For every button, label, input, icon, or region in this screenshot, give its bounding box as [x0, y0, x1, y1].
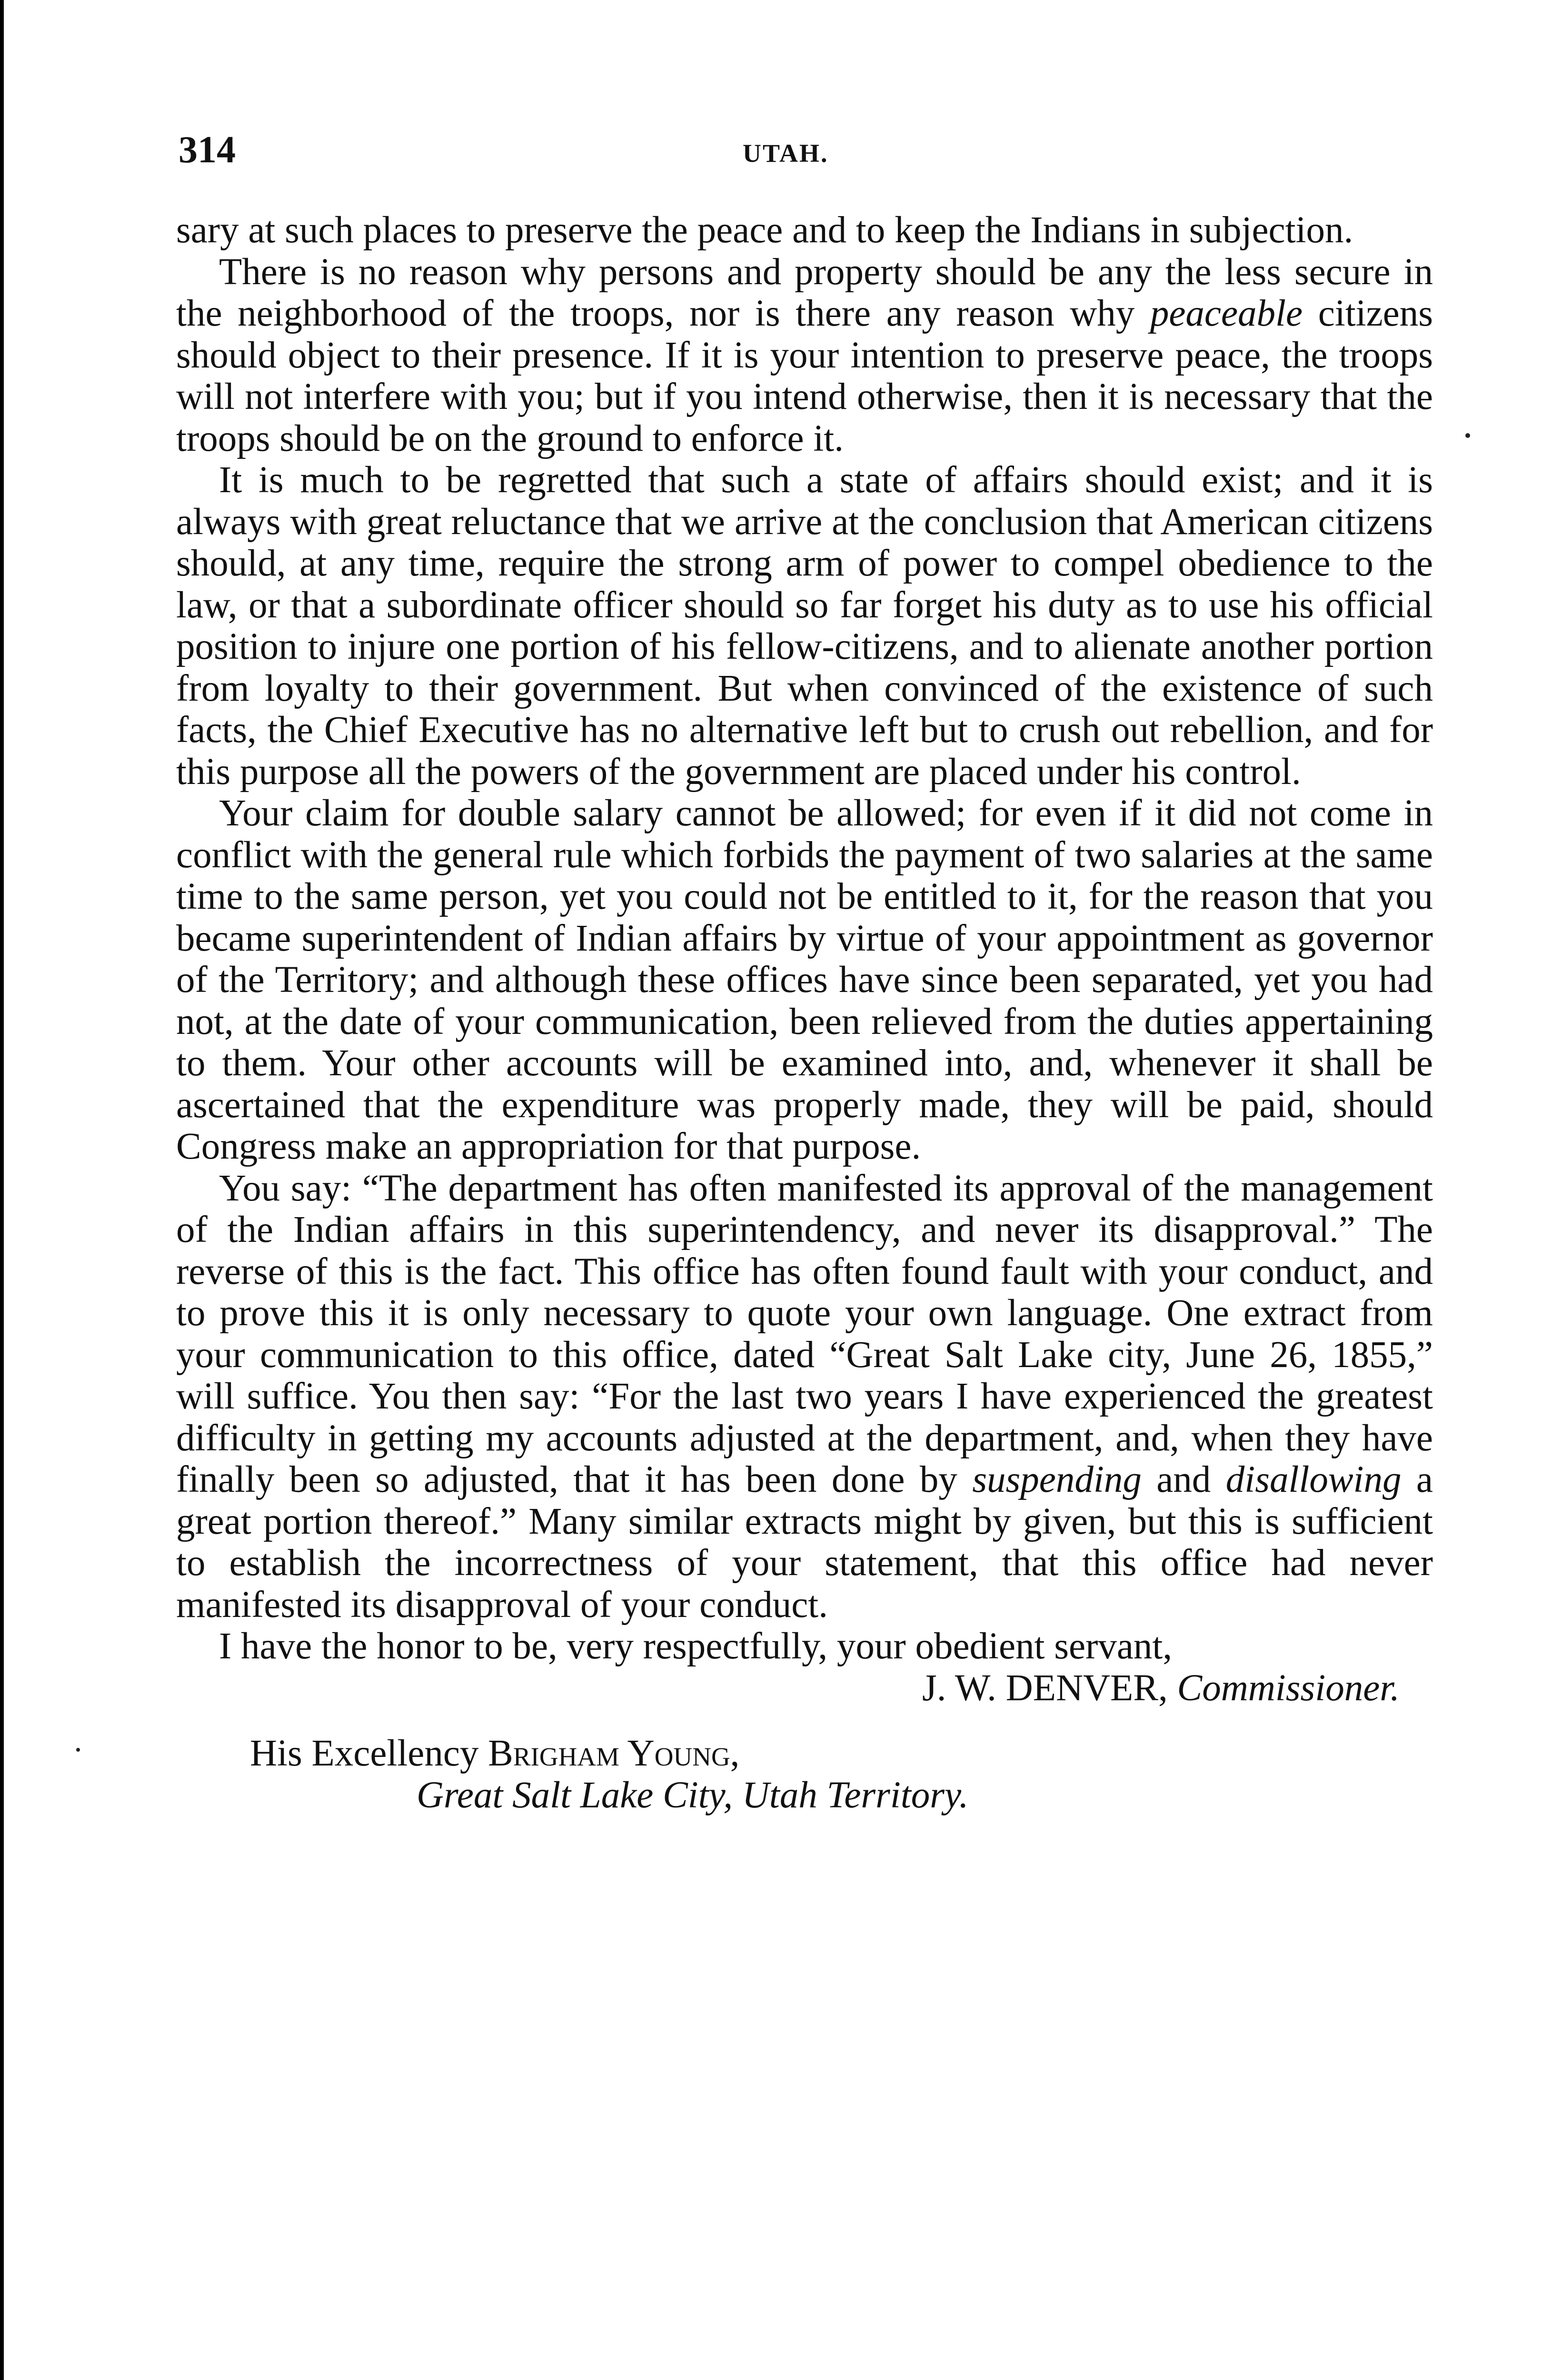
paragraph-text: and: [1141, 1459, 1226, 1500]
paragraph-3: [176, 459, 1433, 793]
letter-body: [176, 209, 1433, 1816]
paragraph-5: [176, 1168, 1433, 1626]
scan-speck: [76, 1748, 80, 1752]
paragraph-text: There is no reason why persons and property should be any the less secure in the neighborhood of the troops, nor is there any reason why: [176, 251, 1433, 334]
addressee-place: Great Salt Lake City, Utah Territory.: [417, 1774, 969, 1816]
page-number: 314: [179, 129, 236, 171]
paragraph-text: sary at such places to preserve the peace and to keep the Indians in subjection.: [176, 209, 1353, 251]
addressee-salutation: His Excellency: [250, 1733, 479, 1774]
paragraph-text: citizens should object to their presence. If it is your intention to preserve peace, the troops will not interfere with you; but if you intend otherwise, then it is necessary that the troops should be on the ground to enforce it.: [176, 293, 1433, 459]
paragraph-1: [176, 209, 1433, 251]
emphasized-word: suspending: [972, 1459, 1142, 1500]
addressee-name: Brigham Young,: [488, 1733, 740, 1774]
paragraph-4: [176, 793, 1433, 1168]
addressee-line: [176, 1733, 1433, 1775]
paragraph-2: [176, 251, 1433, 460]
paragraph-text: Your claim for double salary cannot be allowed; for even if it did not come in conflict with the general rule which forbids the payment of two salaries at the same time to the same person, yet you could not be entitled to it, for the reason that you became superintendent of Indian affairs by virtue of your appointment as governor of the Territory; and although these offices have since been separated, yet you had not, at the date of your communication, been relieved from the duties appertaining to them. Your other accounts will be examined into, and, whenever it shall be ascertained that the expenditure was properly made, they will be paid, should Congress make an appropriation for that purpose.: [176, 793, 1433, 1167]
signer-name: J. W. DENVER,: [922, 1667, 1168, 1709]
running-head: UTAH.: [743, 139, 829, 168]
emphasized-word: peaceable: [1150, 293, 1303, 334]
scan-speck: [1465, 433, 1470, 438]
emphasized-word: disallowing: [1225, 1459, 1402, 1500]
signature-line: [176, 1667, 1433, 1709]
signer-title: Commissioner.: [1177, 1667, 1400, 1709]
paragraph-text: a great portion thereof.” Many similar extracts might by given, but this is sufficient to establish the incorrectness of your statement, that this office had never manifested its disapproval of your conduct.: [176, 1459, 1433, 1626]
paragraph-text: It is much to be regretted that such a state of affairs should exist; and it is always with great reluctance that we arrive at the conclusion that American citizens should, at any time, require the strong arm of power to compel obedience to the law, or that a subordinate officer should so far forget his duty as to use his official position to injure one portion of his fellow-citizens, and to alienate another portion from loyalty to their government. But when convinced of the existence of such facts, the Chief Executive has no alternative left but to crush out rebellion, and for this purpose all the powers of the government are placed under his control.: [176, 459, 1433, 793]
paragraph-text: You say: “The department has often manifested its approval of the management of the Indian affairs in this superintendency, and never its disapproval.” The reverse of this is the fact. This office has often found fault with your conduct, and to prove this it is only necessary to quote your own language. One extract from your communication to this office, dated “Great Salt Lake city, June 26, 1855,” will suffice. You then say: “For the last two years I have experienced the greatest difficulty in getting my accounts adjusted at the department, and, when they have finally been so adjusted, that it has been done by: [176, 1167, 1433, 1500]
scan-left-border: [0, 0, 4, 2380]
closing-signoff: I have the honor to be, very respectfully, your obedient servant,: [219, 1626, 1173, 1667]
